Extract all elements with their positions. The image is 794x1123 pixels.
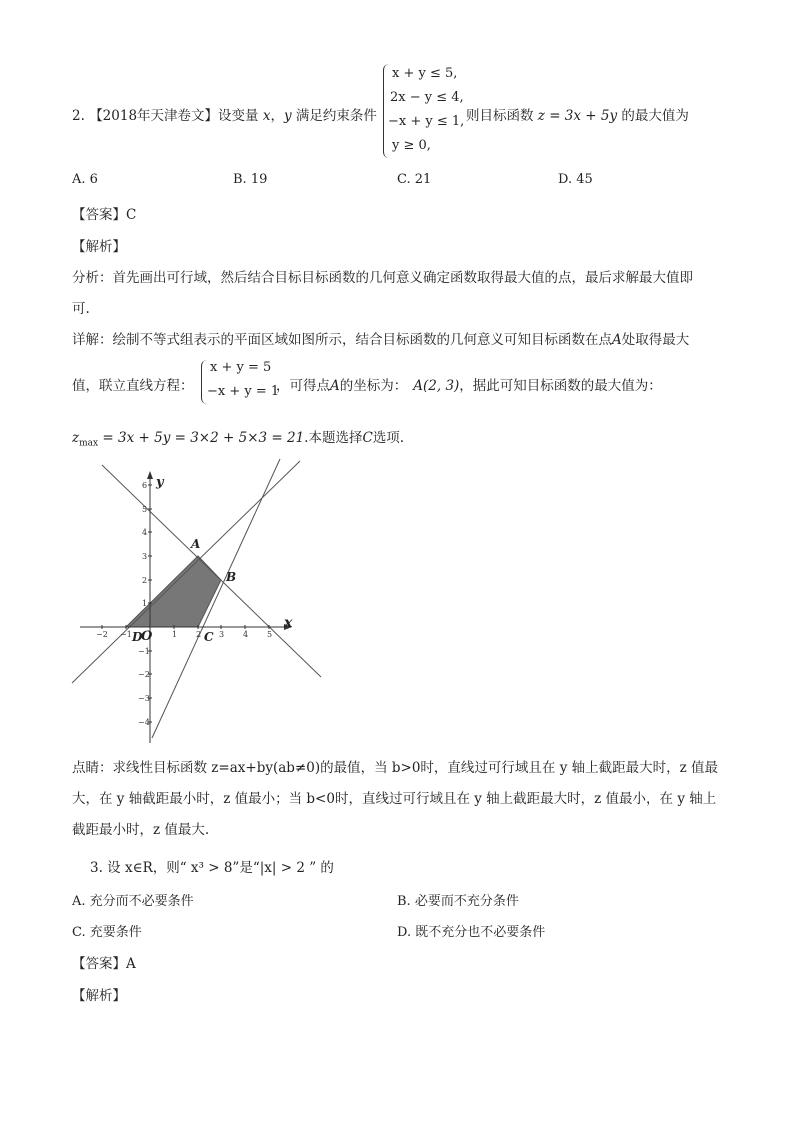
- origin-label: O: [141, 629, 153, 644]
- q3-answer-tag: 【答案】: [72, 956, 126, 972]
- q2-stem-end: 的最大值为: [621, 108, 689, 124]
- q3-stem: 3. 设 x∈R，则“ x³ > 8”是“|x| > 2 ” 的: [90, 860, 334, 876]
- q3-option-a: A. 充分而不必要条件: [72, 894, 194, 909]
- tick-y-1: 1: [142, 599, 148, 608]
- q2-note-line3: 截距最小时，z 值最大.: [72, 822, 210, 838]
- q2-number: 2.: [72, 108, 85, 124]
- q2-stem-pre: 设变量: [218, 108, 259, 124]
- q2-detail-2e: ，据此可知目标函数的最大值为：: [459, 378, 662, 394]
- point-d-label: D: [132, 630, 143, 644]
- q3-analysis-tag: 【解析】: [72, 988, 126, 1004]
- y-axis-label: y: [156, 475, 164, 490]
- q2-zmax-line: [72, 426, 404, 449]
- q2-option-a: A. 6: [72, 172, 98, 187]
- line-minus-x-plus-y-1: [72, 461, 300, 683]
- q2-detail-2b: ，可得点: [276, 378, 330, 394]
- tick-x-1: 1: [172, 630, 178, 639]
- tick-y-5: 5: [142, 505, 148, 514]
- q2-answer-value: C: [126, 207, 137, 223]
- y-axis-arrow: [147, 471, 153, 479]
- q2-comma: ，: [270, 108, 284, 124]
- tick-y-3: 3: [142, 552, 148, 561]
- q2-constraint-4: y ≥ 0,: [392, 138, 431, 153]
- q2-detail-line2a: 值，联立直线方程：: [72, 378, 194, 394]
- line-x-plus-y-5: [102, 465, 321, 677]
- q2-zmax-z: z: [72, 430, 80, 446]
- q2-detail-text-b: 处取得最大: [621, 332, 690, 348]
- x-axis-label: x: [284, 615, 293, 631]
- q2-detail-text: 详解：绘制不等式组表示的平面区域如图所示，结合目标函数的几何意义可知目标函数在点: [72, 332, 612, 348]
- q2-note-line2: 大，在 y 轴截距最小时，z 值最小；当 b<0时，直线过可行域且在 y 轴上截距最大时，z 值最小，在 y 轴上: [72, 791, 717, 807]
- q2-analysis-line2: 可.: [72, 301, 90, 317]
- q3-answer-value: A: [126, 956, 136, 972]
- tick-y-neg4: −4: [138, 718, 150, 727]
- tick-y-neg1: −1: [138, 647, 150, 656]
- q2-constraint-3: −x + y ≤ 1,: [388, 114, 465, 129]
- q2-zmax-expr: = 3x + 5y = 3×2 + 5×3 = 21: [102, 430, 305, 446]
- q2-answer-tag: 【答案】: [72, 207, 126, 223]
- q3-option-b: B. 必要而不充分条件: [397, 894, 519, 909]
- q2-constraint-brace: [383, 64, 390, 158]
- q2-var-x: x: [262, 108, 271, 124]
- q2-detail-point: A: [612, 332, 622, 348]
- q2-stem-mid: 满足约束条件: [295, 108, 377, 124]
- q2-point-a: A(2, 3): [413, 378, 460, 394]
- q2-option-c: C. 21: [397, 172, 432, 187]
- tick-x-neg2: −2: [96, 630, 108, 639]
- q2-detail-line2b: [276, 374, 662, 394]
- tick-y-neg3: −3: [138, 694, 150, 703]
- q3-option-d: D. 既不充分也不必要条件: [397, 925, 546, 940]
- point-c-label: C: [204, 630, 214, 644]
- tick-x-4: 4: [243, 630, 249, 639]
- q2-option-b: B. 19: [233, 172, 268, 187]
- q2-stem-tail: [466, 104, 689, 124]
- q2-system-eq2: −x + y = 1: [207, 384, 280, 399]
- q2-detail-line1: [72, 328, 689, 348]
- feasible-region-graph: [70, 455, 330, 747]
- q2-analysis-line1: 分析：首先画出可行域，然后结合目标目标函数的几何意义确定函数取得最大值的点，最后求解最大值即: [72, 270, 693, 286]
- tick-x-neg1: −1: [120, 630, 132, 639]
- q2-zmax-end: 选项.: [372, 430, 405, 446]
- q2-objective: z = 3x + 5y: [537, 108, 618, 124]
- tick-x-5: 5: [267, 630, 273, 639]
- q2-answer: [72, 203, 136, 223]
- q2-zmax-c: C: [362, 430, 373, 446]
- q2-detail-2c: A: [330, 378, 340, 394]
- q2-constraint-1: x + y ≤ 5,: [392, 66, 458, 81]
- q2-source: 【2018年天津卷文】: [89, 108, 219, 124]
- q2-stem: [72, 104, 377, 124]
- tick-y-neg2: −2: [138, 670, 150, 679]
- tick-x-3: 3: [219, 630, 225, 639]
- point-b-label: B: [226, 570, 237, 584]
- q2-stem-post: 则目标函数: [466, 108, 534, 124]
- tick-x-2: 2: [196, 630, 202, 639]
- q2-note-line1: 点睛：求线性目标函数 z=ax+by(ab≠0)的最值，当 b>0时，直线过可行域且在 y 轴上截距最大时，z 值最: [72, 760, 719, 776]
- q2-analysis-tag: 【解析】: [72, 239, 126, 255]
- q2-constraint-2: 2x − y ≤ 4,: [390, 90, 464, 105]
- q2-zmax-sub: max: [79, 438, 99, 449]
- tick-y-6: 6: [142, 481, 148, 490]
- q2-detail-2d: 的坐标为：: [339, 378, 408, 394]
- q3-option-c: C. 充要条件: [72, 925, 142, 940]
- q2-system-eq1: x + y = 5: [210, 360, 272, 375]
- q3-answer: [72, 952, 136, 972]
- tick-y-2: 2: [142, 576, 148, 585]
- point-a-label: A: [191, 537, 201, 551]
- q2-zmax-tail: .本题选择: [304, 430, 363, 446]
- q2-option-d: D. 45: [558, 172, 593, 187]
- tick-y-4: 4: [142, 528, 148, 537]
- q2-var-y: y: [283, 108, 292, 124]
